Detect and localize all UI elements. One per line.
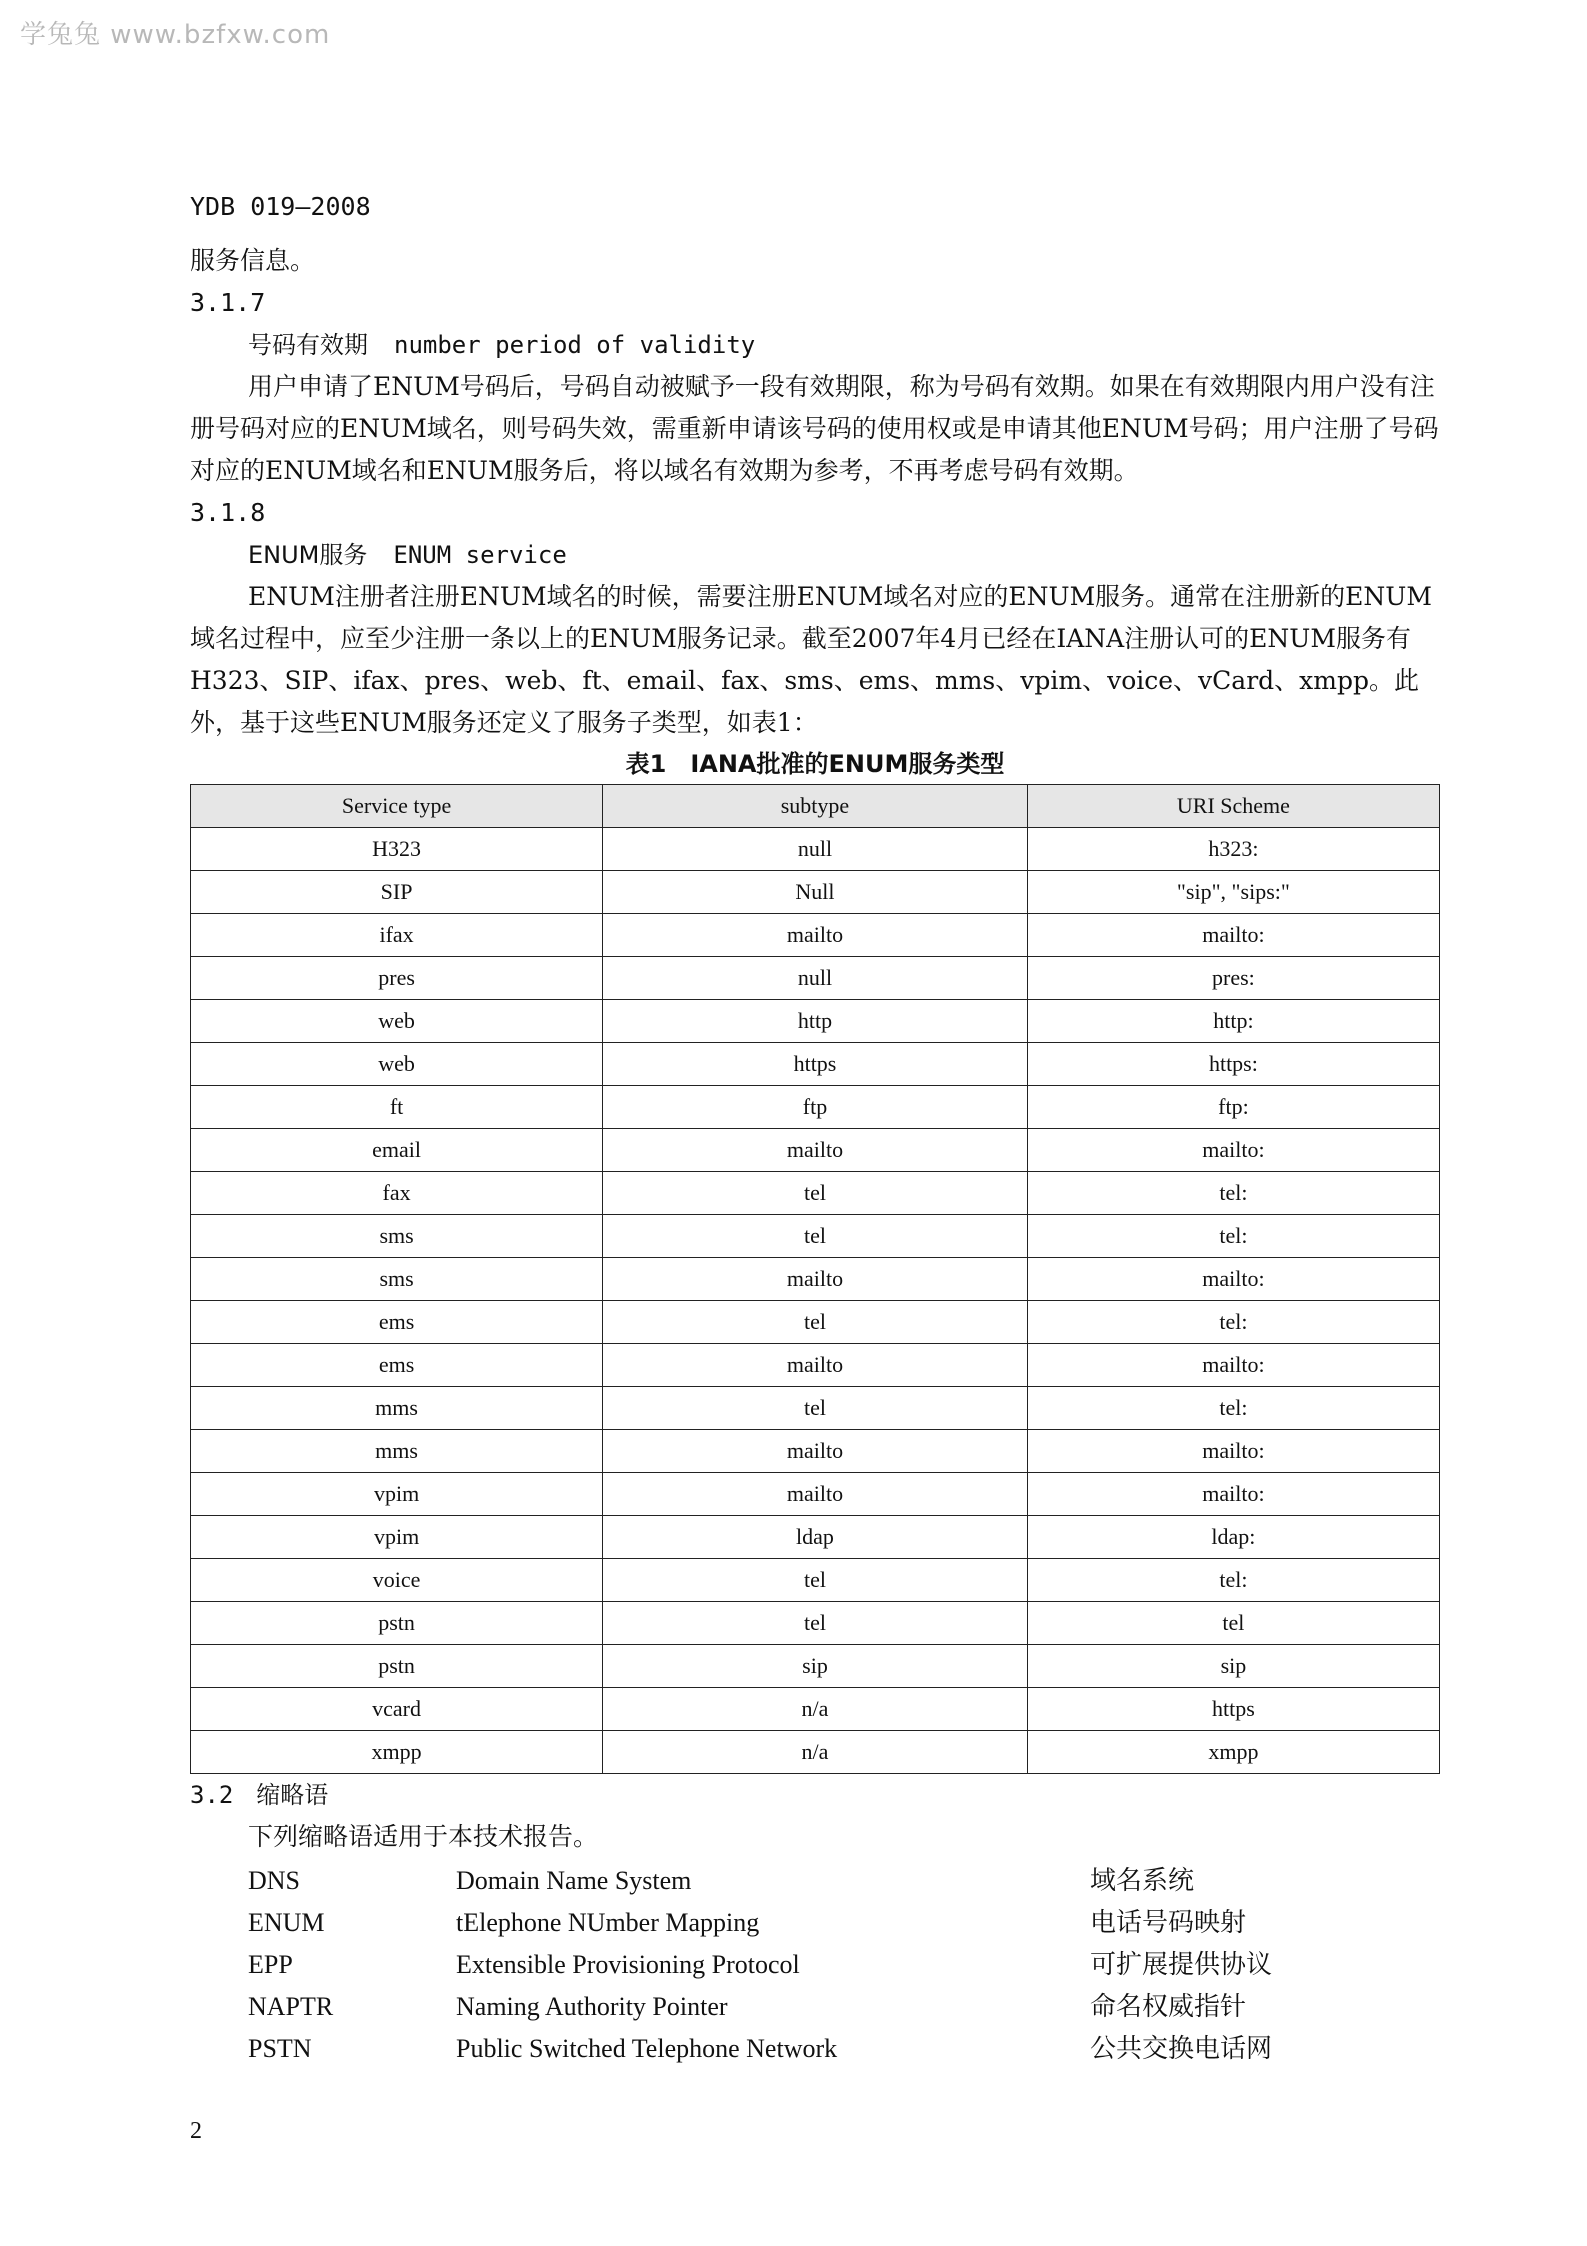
cell-uri-scheme: pres:: [1027, 957, 1439, 1000]
cell-subtype: tel: [603, 1559, 1028, 1602]
cell-service-type: web: [191, 1043, 603, 1086]
cell-uri-scheme: tel:: [1027, 1301, 1439, 1344]
cell-subtype: https: [603, 1043, 1028, 1086]
cell-uri-scheme: ldap:: [1027, 1516, 1439, 1559]
cell-service-type: mms: [191, 1387, 603, 1430]
section-3-2-title: [190, 1774, 1440, 1816]
table-row: [191, 871, 1440, 914]
cell-uri-scheme: tel:: [1027, 1172, 1439, 1215]
cell-uri-scheme: xmpp: [1027, 1731, 1439, 1774]
table-row: [191, 957, 1440, 1000]
cell-service-type: ifax: [191, 914, 603, 957]
cell-service-type: H323: [191, 828, 603, 871]
table-row: [191, 1602, 1440, 1645]
cell-subtype: mailto: [603, 1430, 1028, 1473]
cell-uri-scheme: http:: [1027, 1000, 1439, 1043]
section-3-1-7-number: 3.1.7: [190, 288, 266, 317]
cell-subtype: null: [603, 828, 1028, 871]
abbreviation-english: Domain Name System: [456, 1866, 692, 1895]
cell-subtype: tel: [603, 1172, 1028, 1215]
cell-subtype: Null: [603, 871, 1028, 914]
cell-uri-scheme: "sip", "sips:": [1027, 871, 1439, 914]
abbreviation-row: [190, 1902, 1440, 1944]
table-row: [191, 1129, 1440, 1172]
abbreviation-row: [190, 1860, 1440, 1902]
cell-uri-scheme: mailto:: [1027, 914, 1439, 957]
cell-service-type: fax: [191, 1172, 603, 1215]
cell-service-type: email: [191, 1129, 603, 1172]
cell-subtype: tel: [603, 1387, 1028, 1430]
table-row: [191, 1344, 1440, 1387]
cell-service-type: SIP: [191, 871, 603, 914]
table-row: [191, 1645, 1440, 1688]
intro-line: 服务信息。: [190, 246, 316, 275]
cell-service-type: pres: [191, 957, 603, 1000]
abbreviation-row: [190, 1944, 1440, 1986]
cell-uri-scheme: https:: [1027, 1043, 1439, 1086]
table-header-row: [191, 785, 1440, 828]
abbreviation: DNS: [248, 1866, 301, 1895]
cell-uri-scheme: tel: [1027, 1602, 1439, 1645]
abbreviation-row: [190, 1986, 1440, 2028]
cell-service-type: voice: [191, 1559, 603, 1602]
section-3-1-8-body: ENUM注册者注册ENUM域名的时候，需要注册ENUM域名对应的ENUM服务。通常在注册新的ENUM域名过程中，应至少注册一条以上的ENUM服务记录。截至2007年4月已经在IANA注册认可的ENUM服务有H323、SIP、ifax、pres、web、ft、email、fax、sms、ems、mms、vpim、voice、vCard、xmpp。此外，基于这些ENUM服务还定义了服务子类型，如表1：: [190, 582, 1432, 737]
abbreviation-english: tElephone NUmber Mapping: [456, 1908, 760, 1937]
cell-uri-scheme: tel:: [1027, 1559, 1439, 1602]
abbreviation: ENUM: [248, 1908, 325, 1937]
cell-uri-scheme: mailto:: [1027, 1473, 1439, 1516]
page-number: 2: [190, 2118, 202, 2144]
cell-uri-scheme: tel:: [1027, 1387, 1439, 1430]
table-row: [191, 1731, 1440, 1774]
cell-subtype: ftp: [603, 1086, 1028, 1129]
cell-service-type: vpim: [191, 1516, 603, 1559]
cell-service-type: xmpp: [191, 1731, 603, 1774]
cell-uri-scheme: mailto:: [1027, 1258, 1439, 1301]
cell-uri-scheme: mailto:: [1027, 1344, 1439, 1387]
table-caption: 表1 IANA批准的ENUM服务类型: [625, 750, 1005, 778]
cell-subtype: http: [603, 1000, 1028, 1043]
table-row: [191, 1000, 1440, 1043]
enum-service-table: [190, 784, 1440, 1774]
cell-service-type: mms: [191, 1430, 603, 1473]
cell-subtype: sip: [603, 1645, 1028, 1688]
term-cn: 号码有效期: [248, 331, 368, 359]
term-cn: ENUM服务: [248, 541, 368, 569]
abbreviation-list: [190, 1860, 1440, 2070]
abbreviation: NAPTR: [248, 1992, 334, 2021]
table-row: [191, 1387, 1440, 1430]
abbreviation-chinese: 命名权威指针: [1090, 1992, 1247, 2022]
cell-uri-scheme: sip: [1027, 1645, 1439, 1688]
table-body: [191, 828, 1440, 1774]
table-row: [191, 914, 1440, 957]
cell-uri-scheme: tel:: [1027, 1215, 1439, 1258]
abbreviation-english: Extensible Provisioning Protocol: [456, 1950, 800, 1979]
column-header-subtype: subtype: [603, 785, 1028, 828]
cell-uri-scheme: mailto:: [1027, 1430, 1439, 1473]
cell-service-type: vcard: [191, 1688, 603, 1731]
abbreviation-chinese: 电话号码映射: [1090, 1908, 1247, 1938]
table-row: [191, 1215, 1440, 1258]
cell-service-type: sms: [191, 1258, 603, 1301]
term-en: number period of validity: [394, 331, 756, 359]
table-row: [191, 1473, 1440, 1516]
cell-service-type: pstn: [191, 1602, 603, 1645]
section-number: 3.2: [190, 1781, 234, 1809]
section-3-1-8-term: [190, 534, 1440, 576]
column-header-uri-scheme: URI Scheme: [1027, 785, 1439, 828]
section-3-1-7-term: [190, 324, 1440, 366]
cell-service-type: ems: [191, 1301, 603, 1344]
abbreviation: PSTN: [248, 2034, 312, 2063]
cell-subtype: mailto: [603, 1473, 1028, 1516]
abbreviation-english: Naming Authority Pointer: [456, 1992, 728, 2021]
cell-subtype: tel: [603, 1215, 1028, 1258]
cell-subtype: mailto: [603, 1344, 1028, 1387]
cell-subtype: tel: [603, 1301, 1028, 1344]
abbreviation-chinese: 可扩展提供协议: [1090, 1950, 1273, 1980]
section-3-1-8-number: 3.1.8: [190, 498, 266, 527]
table-row: [191, 828, 1440, 871]
cell-subtype: null: [603, 957, 1028, 1000]
cell-uri-scheme: ftp:: [1027, 1086, 1439, 1129]
table-row: [191, 1258, 1440, 1301]
table-row: [191, 1172, 1440, 1215]
document-header: YDB 019—2008: [190, 192, 371, 221]
cell-uri-scheme: https: [1027, 1688, 1439, 1731]
cell-service-type: web: [191, 1000, 603, 1043]
abbreviation-chinese: 域名系统: [1090, 1866, 1195, 1896]
cell-service-type: vpim: [191, 1473, 603, 1516]
table-row: [191, 1086, 1440, 1129]
cell-subtype: mailto: [603, 1258, 1028, 1301]
section-title-text: 缩略语: [256, 1781, 329, 1809]
cell-subtype: mailto: [603, 1129, 1028, 1172]
cell-subtype: n/a: [603, 1688, 1028, 1731]
term-en: ENUM service: [393, 541, 567, 569]
table-row: [191, 1430, 1440, 1473]
abbreviation-english: Public Switched Telephone Network: [456, 2034, 838, 2063]
table-row: [191, 1688, 1440, 1731]
cell-service-type: ems: [191, 1344, 603, 1387]
cell-subtype: ldap: [603, 1516, 1028, 1559]
table-row: [191, 1516, 1440, 1559]
abbreviation: EPP: [248, 1950, 293, 1979]
cell-service-type: ft: [191, 1086, 603, 1129]
column-header-service-type: Service type: [191, 785, 603, 828]
cell-subtype: n/a: [603, 1731, 1028, 1774]
cell-uri-scheme: mailto:: [1027, 1129, 1439, 1172]
cell-service-type: pstn: [191, 1645, 603, 1688]
section-3-1-7-body: 用户申请了ENUM号码后，号码自动被赋予一段有效期限，称为号码有效期。如果在有效期限内用户没有注册号码对应的ENUM域名，则号码失效，需重新申请该号码的使用权或是申请其他ENUM号码；用户注册了号码对应的ENUM域名和ENUM服务后，将以域名有效期为参考，不再考虑号码有效期。: [190, 372, 1439, 485]
abbreviation-row: [190, 2028, 1440, 2070]
cell-uri-scheme: h323:: [1027, 828, 1439, 871]
page-content: [190, 240, 1440, 2070]
abbreviations-intro: 下列缩略语适用于本技术报告。: [248, 1822, 599, 1851]
cell-service-type: sms: [191, 1215, 603, 1258]
cell-subtype: tel: [603, 1602, 1028, 1645]
cell-subtype: mailto: [603, 914, 1028, 957]
table-row: [191, 1043, 1440, 1086]
table-row: [191, 1301, 1440, 1344]
abbreviation-chinese: 公共交换电话网: [1090, 2034, 1273, 2064]
table-row: [191, 1559, 1440, 1602]
watermark: 学兔兔 www.bzfxw.com: [20, 20, 331, 50]
